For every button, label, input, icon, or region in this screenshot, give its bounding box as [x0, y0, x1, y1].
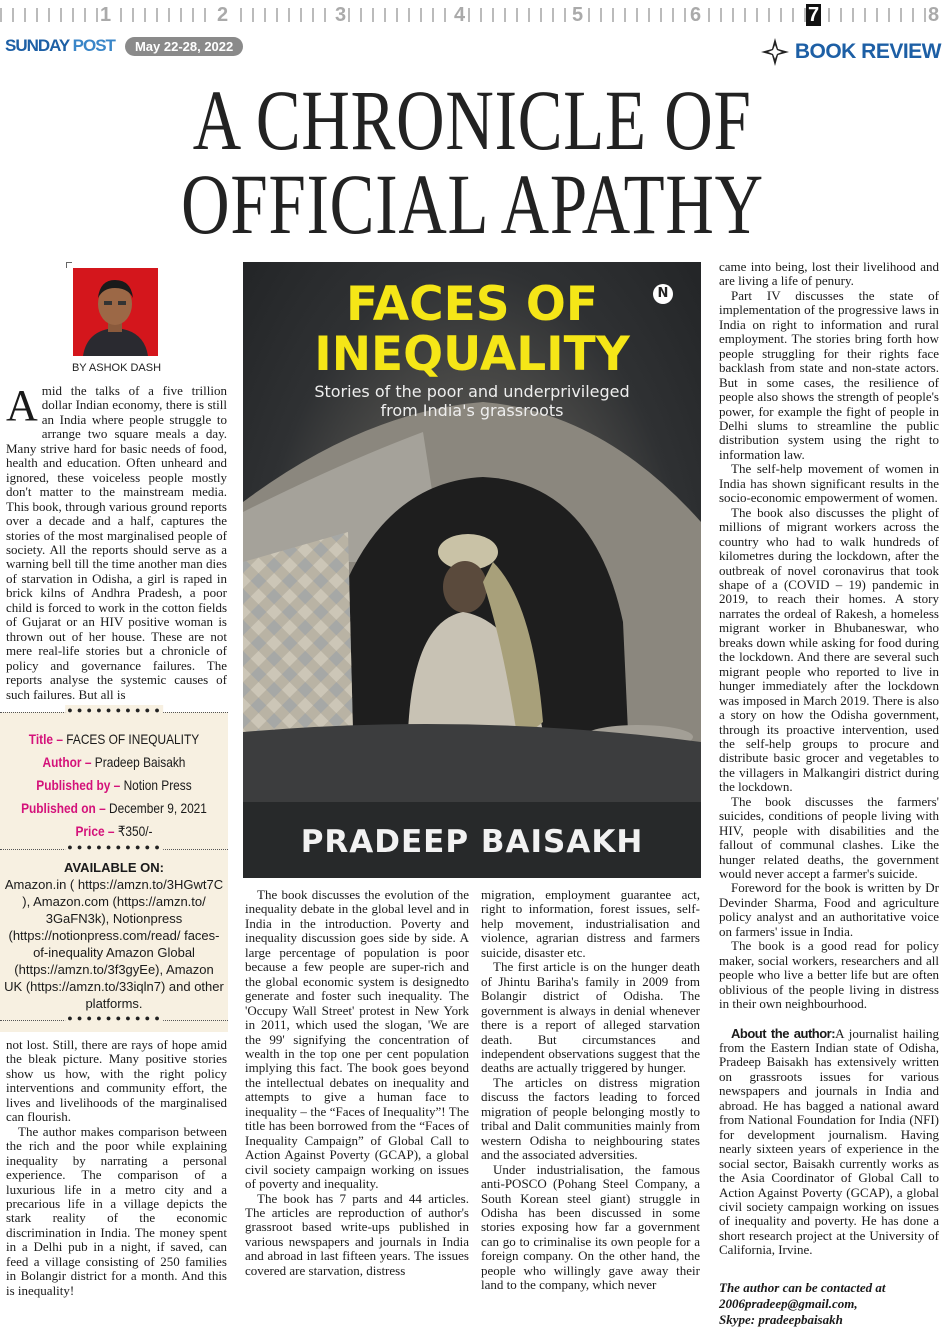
- dotted-divider: [0, 1020, 228, 1030]
- compass-star-icon: [761, 38, 789, 66]
- article-paragraph: The first article is on the hunger death of Jhintu Bariha's family in 2009 from Bolangir district of Odisha. The government is always in denial whenever there is a report of alleged starvation death. But circumstances and independent observations suggest that the deaths are actually triggered by hunger.: [481, 959, 700, 1076]
- ruler-page-1[interactable]: 1: [100, 4, 112, 26]
- person-portrait-icon: [73, 268, 158, 356]
- page-ruler: [0, 2, 945, 26]
- article-paragraph: Under industrialisation, the famous anti-POSCO (Pohang Steel Company, a South Korean steel giant) struggle in Odisha has been discussed in some stories exposing how far a government can go to criminalise its own people for a foreign company. On the other hand, the people who willingly gave away their land to the company, which never: [481, 1161, 700, 1293]
- article-paragraph: Foreword for the book is written by Dr Devinder Sharma, Food and agriculture policy analyst and an authoritative voice on farmers' issue in India.: [719, 880, 939, 939]
- byline: BY ASHOK DASH: [71, 362, 162, 374]
- article-paragraph: The self-help movement of women in India has shown significant results in the socio-economic empowerment of women.: [719, 461, 939, 506]
- info-author: Author – Pradeep Baisakh: [42, 753, 186, 770]
- ruler-page-8[interactable]: 8: [928, 4, 940, 26]
- cover-title: FACES OF INEQUALITY: [314, 277, 630, 382]
- section-title: BOOK REVIEW: [794, 40, 941, 63]
- dotted-divider: [0, 849, 228, 859]
- availability-links[interactable]: Amazon.in ( https://amzn.to/3HGwt7C ), Amazon.com (https://amzn.to/ 3GaFN3k), Notionpress (https://notionpress.com/read/ faces-of-inequality Amazon Global (https://amzn.to/3f3gyEe), Amazon UK (https://amzn.to/33iqln7) and other platforms.: [4, 876, 224, 1011]
- left-column: [6, 262, 227, 1298]
- ruler-page-5[interactable]: 5: [572, 4, 584, 26]
- article-paragraph: came into being, lost their livelihood and are living a life of penury.: [719, 259, 939, 289]
- cover-author: PRADEEP BAISAKH: [300, 824, 644, 860]
- ruler-page-3[interactable]: 3: [335, 4, 347, 26]
- contact-skype: Skype: pradeepbaisakh: [719, 1311, 843, 1327]
- availability: [0, 859, 228, 1016]
- article-paragraph: not lost. Still, there are rays of hope amid the bleak picture. Many positive stories show us how, with the right policy interventions and community effort, the lives and livelihoods of the marginalised can flourish.: [6, 1036, 227, 1125]
- book-cover-image: [243, 262, 701, 878]
- author-photo-frame: [66, 262, 158, 356]
- section-label: [761, 38, 941, 66]
- publication-name-part1: SUNDAY: [5, 36, 69, 55]
- info-published-on: Published on – December 9, 2021: [21, 799, 207, 816]
- info-title: Title – FACES OF INEQUALITY: [28, 730, 200, 747]
- article-paragraph: The book also discusses the plight of millions of migrant workers across the country who had to walk hundreds of kilometres during the lockdown, after the outbreak of novel coronavirus that took shape of a (COVID – 19) pandemic in 2019, to reach their homes. A story narrates the ordeal of Rakesh, a homeless migrant worker in Bhubaneswar, who breaks down while asking for food during the lockdown. And there are several such migrant people who reported to live in hunger immediately after the lockdown was imposed in March 2019. There is also a story on how the Odisha government, through its proactive intervention, used the self-help groups to procure and distribute basic grocer and vegetables to the villagers in Malkangiri district during the lockdown.: [719, 504, 939, 795]
- dotted-divider: [0, 712, 228, 722]
- publication-name: [5, 36, 115, 56]
- article-paragraph: The book is a good read for policy maker, social workers, researchers and all people who live a better life but are often oblivious of the people living in distress in their own neighbourhood.: [719, 938, 939, 1012]
- cover-subtitle: Stories of the poor and underprivileged from India's grassroots: [314, 382, 630, 420]
- headline: [0, 72, 945, 252]
- headline-line-2: OFFICIAL APATHY: [181, 156, 764, 252]
- article-paragraph: The book discusses the evolution of the inequality debate in the global level and in India in the introduction. Poverty and inequality discussion goes side by side. A large percentage of population is poor because a few people are super-rich and the global economic system is designedto generate and foster such inequality. The 'Occupy Wall Street' protest in New York in 2011, which used the slogan, 'We are the 99' signifying the concentration of wealth in the top one per cent population implying this fact. The book goes beyond the intellectual debates on inequality and attempts to give a human face to inequality – the “Faces of Inequality”! The title has been borrowed from the “Faces of Inequality Campaign” of Global Call to Action Against Poverty (GCAP), a global civil society campaign working on issues of poverty and inequality.: [245, 887, 469, 1192]
- article-paragraph: The articles on distress migration discuss the factors leading to forced migration of people belonging mostly to tribal and Dalit communities mainly from western Odisha to neighbouring states and the associated adversities.: [481, 1074, 700, 1163]
- about-author: [719, 1026, 939, 1258]
- drop-cap: A: [6, 381, 38, 430]
- issue-date-badge: May 22-28, 2022: [125, 37, 243, 56]
- article-column-2: [245, 888, 469, 1293]
- book-info-box: [0, 712, 228, 1032]
- photo-frame-mark: [66, 262, 72, 268]
- paragraph-text: mid the talks of a five trillion dollar Indian economy, there is still an India where people struggle to arrange two square meals a day. Many strive hard for basic needs of food, health and education. Often unheard and ignored, these voiceless people mostly don't matter to the mainstream media. This book, through various ground reports over a decade and a half, captures the stories of the most marginalised people of society. All the reports should serve as a warning bell till the time another man dies of starvation in Odisha, a girl is raped in brick kilns of Andhra Pradesh, a poor child is forced to work in the cotton fields of Gujarat or an HIV positive woman is thrown out of her house. These are not mere real-life stories but a chronicle of policy and governance failures. The reports analyse the systemic causes of such failures. But all is: [6, 383, 227, 702]
- article-paragraph: Part IV discusses the state of implementation of the progressive laws in India on right to information and rural employment. The stories bring forth how people struggling for their rights face backlash from state and non-state actors. But in some cases, the resilience of people also shows the strength of people's power, for example the fight of people in Delhi slums to streamline the public distribution system using the right to information law.: [719, 287, 939, 462]
- article-column-1-continued: [6, 1038, 227, 1298]
- about-author-label: About the author:: [731, 1025, 836, 1041]
- article-paragraph: The author makes comparison between the rich and the poor while explaining inequality by narrating a personal experience. The comparison of a luxurious life in a metro city and a precarious life in a village depicts the stark reality of the economic discrimination in India. The money spent in a Delhi pub in a night, if saved, can feed a village consisting of 250 families in Bolangir district for a month. And this is inequality!: [6, 1123, 227, 1298]
- article-column-4: [719, 260, 939, 1258]
- article-column-1: [6, 381, 227, 702]
- article-paragraph: The book discusses the farmers' suicides, conditions of people living with HIV, people with disabilities and the fallout of communal clashes. Like the hunger related deaths, the government would never accept a farmer's suicide.: [719, 793, 939, 882]
- contact-intro: The author can be contacted at: [719, 1279, 886, 1295]
- info-publisher: Published by – Notion Press: [36, 776, 192, 793]
- about-author-text: A journalist hailing from the Eastern Indian state of Odisha, Pradeep Baisakh has extensively written on grassroots issues for various newspapers and journals in India and abroad. He has bagged a national award from National Foundation for India (NFI) for development journalism. Having nearly sixteen years of experience in the social sector, Baisakh currently works as the Asia Coordinator of Global Call to Action Against Poverty (GCAP), a global civil society campaign working on issues of inequality and poverty. He has done a short research project at the University of California, Irvine.: [719, 1025, 939, 1258]
- headline-line-1: A CHRONICLE OF: [193, 72, 752, 168]
- contact-email[interactable]: 2006pradeep@gmail.com,: [719, 1295, 858, 1311]
- publisher-logo-icon: N: [653, 284, 673, 304]
- ruler-page-2[interactable]: 2: [217, 4, 229, 26]
- article-paragraph: migration, employment guarantee act, right to information, forest issues, self-help movement, industrialisation and violence, agrarian distress and farmers suicide, disaster etc.: [481, 887, 700, 960]
- info-price: Price – ₹350/-: [75, 822, 153, 839]
- masthead: [5, 36, 243, 56]
- ruler-page-4[interactable]: 4: [454, 4, 466, 26]
- middle-section: [243, 262, 701, 1293]
- ruler-page-7-current[interactable]: 7: [808, 4, 820, 26]
- ruler-page-6[interactable]: 6: [690, 4, 702, 26]
- publication-name-part2: POST: [72, 36, 115, 55]
- right-column: [719, 260, 939, 1328]
- availability-heading: AVAILABLE ON:: [64, 859, 164, 875]
- author-contact: [719, 1280, 939, 1328]
- article-column-3: [481, 888, 700, 1293]
- author-photo: [73, 268, 158, 356]
- article-paragraph: The book has 7 parts and 44 articles. The articles are reproduction of author's grassroot based write-ups published in various newspapers and journals in India and abroad in last fifteen years. The issues covered are starvation, distress: [245, 1190, 469, 1278]
- middle-columns: [243, 888, 701, 1293]
